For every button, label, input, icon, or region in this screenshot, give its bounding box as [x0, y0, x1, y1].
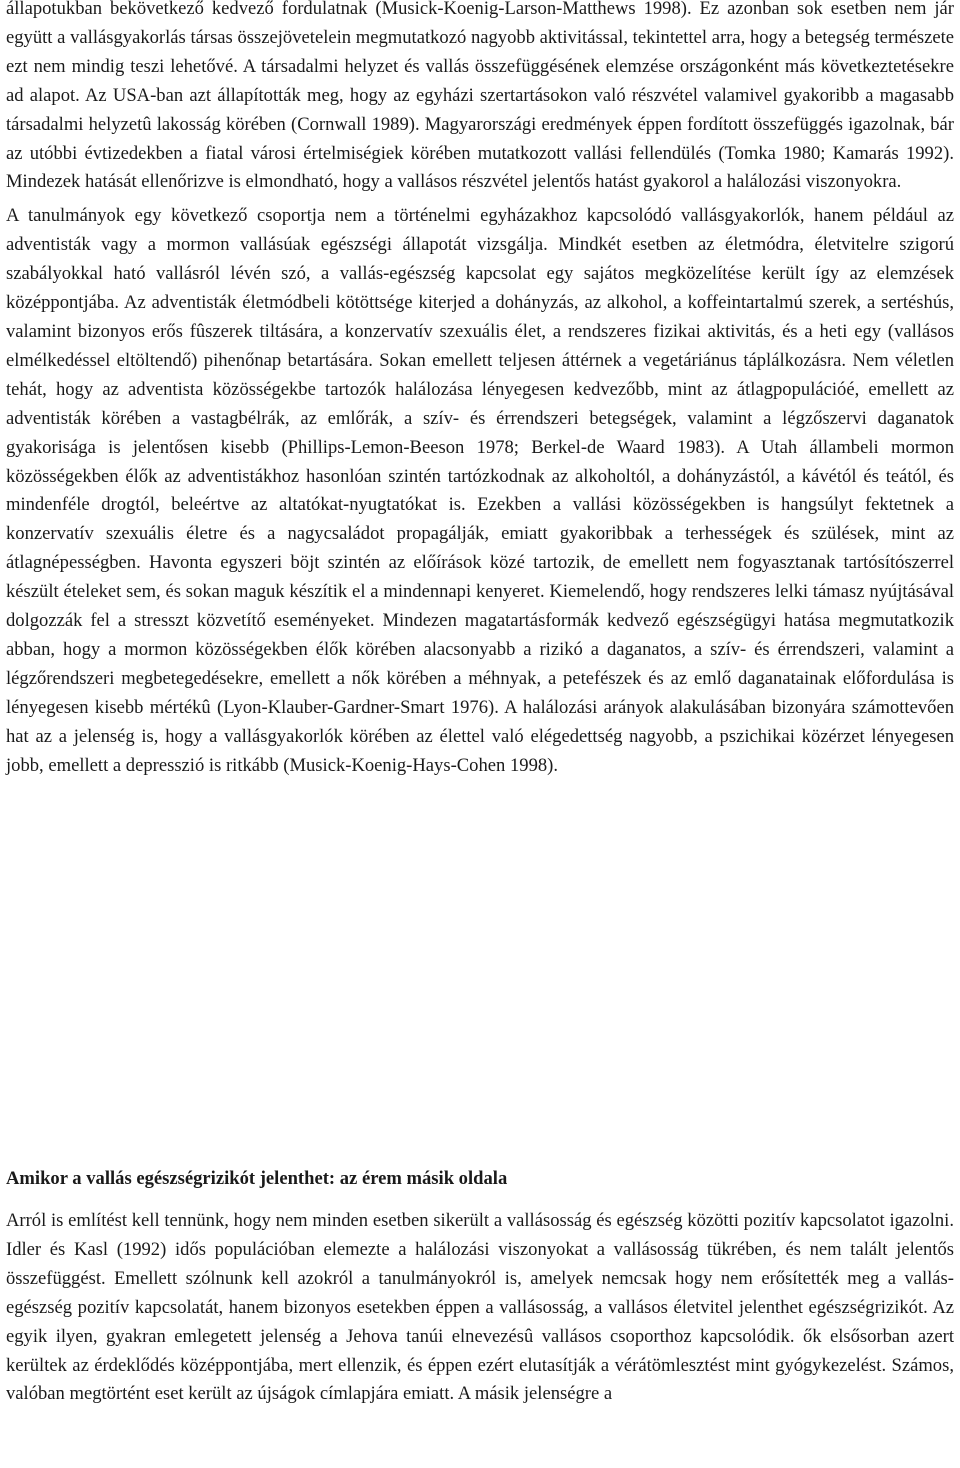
body-paragraph-2: A tanulmányok egy következő csoportja nem a történelmi egyházakhoz kapcsolódó vallásgyakorlók, hanem például az adventisták vagy a mormon vallásúak egészségi állapotát vizsgálja. Mindkét esetben az életmódra, életvitelre szigorú szabályokkal ható vallásról lévén szó, a vallás-egészség kapcsolat egy sajátos megközelítése került így az elemzések középpontjába. Az adventisták életmódbeli kötöttsége kiterjed a dohányzás, az alkohol, a koffeintartalmú szerek, a sertéshús, valamint bizonyos erős fûszerek tiltására, a konzervatív szexuális élet, a rendszeres fizikai aktivitás, és a heti egy (vallásos elmélkedéssel eltöltendő) pihenőnap betartására. Sokan emellett teljesen áttérnek a vegetáriánus táplálkozásra. Nem véletlen tehát, hogy az adventista közösségekbe tartozók halálozása lényegesen kedvezőbb, mint az átlagpopulációé, emellett az adventisták körében a vastagbélrák, az emlőrák, a szív- és érrendszeri betegségek, valamint a légzőszervi daganatok gyakorisága is jelentősen kisebb (Phillips-Lemon-Beeson 1978; Berkel-de Waard 1983). A Utah állambeli mormon közösségekben élők az adventistákhoz hasonlóan szintén tartózkodnak az alkoholtól, a dohányzástól, a kávétól és teától, és mindenféle drogtól, beleértve az altatókat-nyugtatókat is. Ezekben a vallási közösségekben is hangsúlyt fektetnek a konzervatív szexuális életre és a nagycsaládot propagálják, emiatt gyakoribbak a terhességek és szülések, mint az átlagnépességben. Havonta egyszeri böjt szintén az előírások közé tartozik, de emellett nem fogyasztanak tartósítószerrel készült ételeket sem, és sokan maguk készítik el a mindennapi kenyeret. Kiemelendő, hogy rendszeres lelki támasz nyújtásával dolgozzák fel a stresszt közvetítő eseményeket. Mindezen magatartásformák kedvező egészségügyi hatása megmutatkozik abban, hogy a mormon közösségekben élők körében alacsonyabb a rizikó a daganatos, a szív- és érrendszeri, valamint a légzőrendszeri megbetegedésekre, emellett a nők körében a méhnyak, a petefészek és az emlő daganatainak előfordulása is lényegesen kisebb mértékû (Lyon-Klauber-Gardner-Smart 1976). A halálozási arányok alakulásában bizonyára számottevően hat az a jelenség is, hogy a vallásgyakorlók körében az élettel való elégedettség nagyobb, a pszichikai közérzet lényegesen jobb, emellett a depresszió is ritkább (Musick-Koenig-Hays-Cohen 1998).	[6, 205, 954, 776]
section-heading: Amikor a vallás egészségrizikót jelenthet: az érem másik oldala	[6, 1168, 508, 1189]
body-paragraph-1: állapotukban bekövetkező kedvező fordulatnak (Musick-Koenig-Larson-Matthews 1998). Ez azonban sok esetben nem jár együtt a vallásgyakorlás társas összejövetelein megmutatkozó nagyobb aktivitással, tekintettel arra, hogy a betegség természete ezt nem mindig teszi lehetővé. A társadalmi helyzet és vallás összefüggésének elemzése országonként más következtetésekre ad alapot. Az USA-ban azt állapították meg, hogy az egyházi szertartásokon való részvétel valamivel gyakoribb a magasabb társadalmi helyzetû lakosság körében (Cornwall 1989). Magyarországi eredmények éppen fordított összefüggés igazolnak, bár az utóbbi évtizedekben a fiatal városi értelmiségiek körében mutatkozott vallási fellendülés (Tomka 1980; Kamarás 1992). Mindezek hatását ellenőrizve is elmondható, hogy a vallásos részvétel jelentős hatást gyakorol a halálozási viszonyokra.	[6, 0, 954, 193]
section-paragraph: Arról is említést kell tennünk, hogy nem minden esetben sikerült a vallásosság és egészség közötti pozitív kapcsolatot igazolni. Idler és Kasl (1992) idős populációban elemezte a halálozási viszonyokat a vallásosság tükrében, és nem talált jelentős összefüggést. Emellett szólnunk kell azokról a tanulmányokról is, amelyek nemcsak hogy nem erősítették meg a vallás-egészség pozitív kapcsolatát, hanem bizonyos esetekben éppen a vallásosság, a vallásos életvitel jelenthet egészségrizikót. Az egyik ilyen, gyakran emlegetett jelenség a Jehova tanúi elnevezésû vallásos csoporthoz kapcsolódik. ők elsősorban azert kerültek az érdeklődés középpontjába, mert ellenzik, és éppen ezért elutasítják a vérátömlesztést mint gyógykezelést. Számos, valóban megtörtént eset került az újságok címlapjára emiatt. A másik jelenségre a	[6, 1210, 954, 1405]
document-page	[6, 0, 954, 1405]
